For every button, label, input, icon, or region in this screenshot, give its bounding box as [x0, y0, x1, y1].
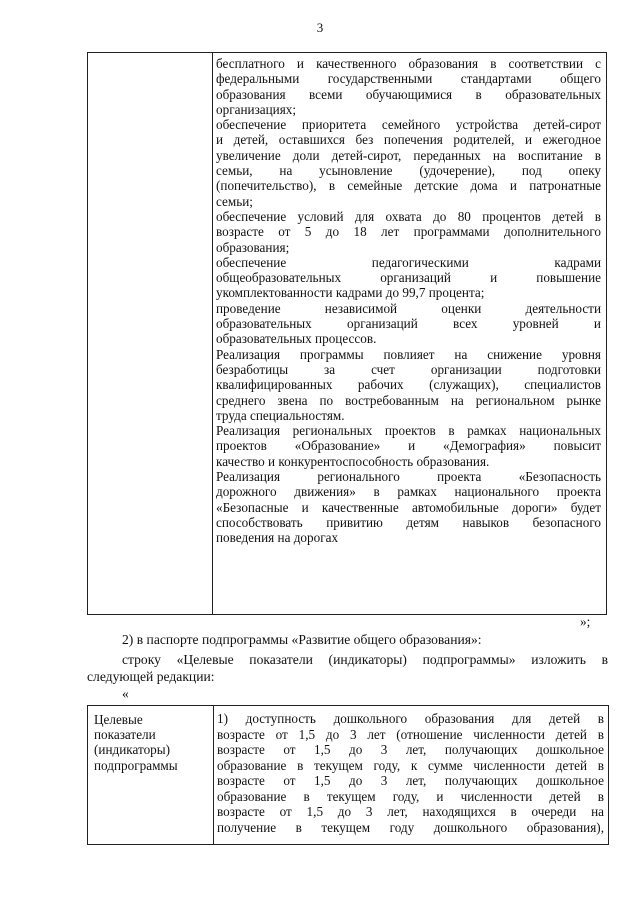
text-line: обеспечение педагогическими кадрами: [216, 254, 601, 270]
text-line: труда специальностям.: [216, 407, 345, 423]
text-line: 1) доступность дошкольного образования для детей в: [217, 711, 604, 726]
label-line: Целевые: [94, 712, 143, 727]
text-line: безработицы за счет организации подготовки: [216, 361, 601, 377]
label-line: подпрограммы: [94, 757, 178, 773]
text-line: обеспечение приоритета семейного устройства детей-сирот: [216, 117, 601, 133]
goals-text-cell: [216, 56, 601, 546]
text-line: бесплатного и качественного образования в соответствии с: [216, 56, 601, 71]
text-line: семьи, на усыновление (удочерение), под опеку: [216, 163, 601, 179]
label-line: показатели: [94, 727, 156, 743]
text-line: организациях;: [216, 101, 297, 117]
text-line: проектов «Образование» и «Демография» повысит: [216, 438, 601, 454]
text-line: «Безопасные и качественные автомобильные дороги» будет: [216, 499, 601, 515]
column-divider: [213, 706, 214, 844]
text-line: получение в текущем году дошкольного образования),: [217, 819, 604, 835]
text-line: качество и конкурентоспособность образования.: [216, 453, 490, 469]
text-line: общеобразовательных организаций и повышение: [216, 270, 601, 286]
indicators-text-cell: [217, 711, 604, 835]
text-line: образования;: [216, 239, 290, 255]
text-line: укомплектованности кадрами до 99,7 процента;: [216, 285, 485, 301]
text-line: увеличение доли детей-сирот, переданных на воспитание в: [216, 147, 601, 163]
column-divider: [212, 53, 213, 614]
text-line: возрасте от 1,5 до 3 лет (отношение численности детей в: [217, 726, 604, 742]
text-line: образование в текущем году, и численности детей в: [217, 788, 604, 804]
goals-table-continuation: [87, 52, 607, 615]
text-line: среднего звена по востребованным на региональном рынке: [216, 392, 601, 408]
row-instruction-line: строку «Целевые показатели (индикаторы) подпрограммы» изложить в: [122, 652, 608, 667]
text-line: образовательных процессов.: [216, 331, 377, 347]
text-line: образование в текущем году, к сумме численности детей в: [217, 757, 604, 773]
text-line: и детей, оставшихся без попечения родителей, и ежегодное: [216, 132, 601, 148]
opening-quote-mark: «: [122, 686, 129, 701]
text-line: (попечительство), в семейные детские дома и патронатные: [216, 178, 601, 194]
text-line: образования всеми обучающимися в образовательных: [216, 86, 601, 102]
text-line: возрасте от 1,5 до 3 лет, находящихся в очереди на: [217, 804, 604, 819]
text-line: возрасте от 1,5 до 3 лет, получающих дошкольное: [217, 742, 604, 757]
subprogram-passport-paragraph: 2) в паспорте подпрограммы «Развитие общего образования»:: [122, 632, 482, 647]
text-line: федеральными государственными стандартами общего: [216, 71, 601, 87]
text-line: поведения на дорогах: [216, 530, 339, 546]
text-line: квалифицированных рабочих (служащих), специалистов: [216, 377, 601, 393]
label-line: (индикаторы): [94, 742, 171, 758]
text-line: возрасте от 1,5 до 3 лет, получающих дошкольное: [217, 773, 604, 788]
text-line: обеспечение условий для охвата до 80 процентов детей в: [216, 208, 601, 224]
target-indicators-table: [87, 705, 609, 845]
page-number: 3: [316, 20, 324, 35]
row-instruction-line: следующей редакции:: [87, 669, 215, 684]
text-line: дорожного движения» в рамках национального проекта: [216, 484, 601, 500]
text-line: образовательных организаций всех уровней и: [216, 316, 601, 332]
text-line: способствовать привитию детям навыков безопасного: [216, 514, 601, 530]
indicators-label-cell: [94, 712, 206, 773]
text-line: проведение независимой оценки деятельности: [216, 300, 601, 316]
text-line: семьи;: [216, 193, 253, 209]
text-line: Реализация регионального проекта «Безопасность: [216, 469, 601, 485]
text-line: Реализация программы повлияет на снижение уровня: [216, 346, 601, 362]
text-line: Реализация региональных проектов в рамках национальных: [216, 423, 601, 439]
text-line: возрасте от 5 до 18 лет программами дополнительного: [216, 224, 601, 240]
closing-quote-mark: »;: [580, 614, 591, 629]
